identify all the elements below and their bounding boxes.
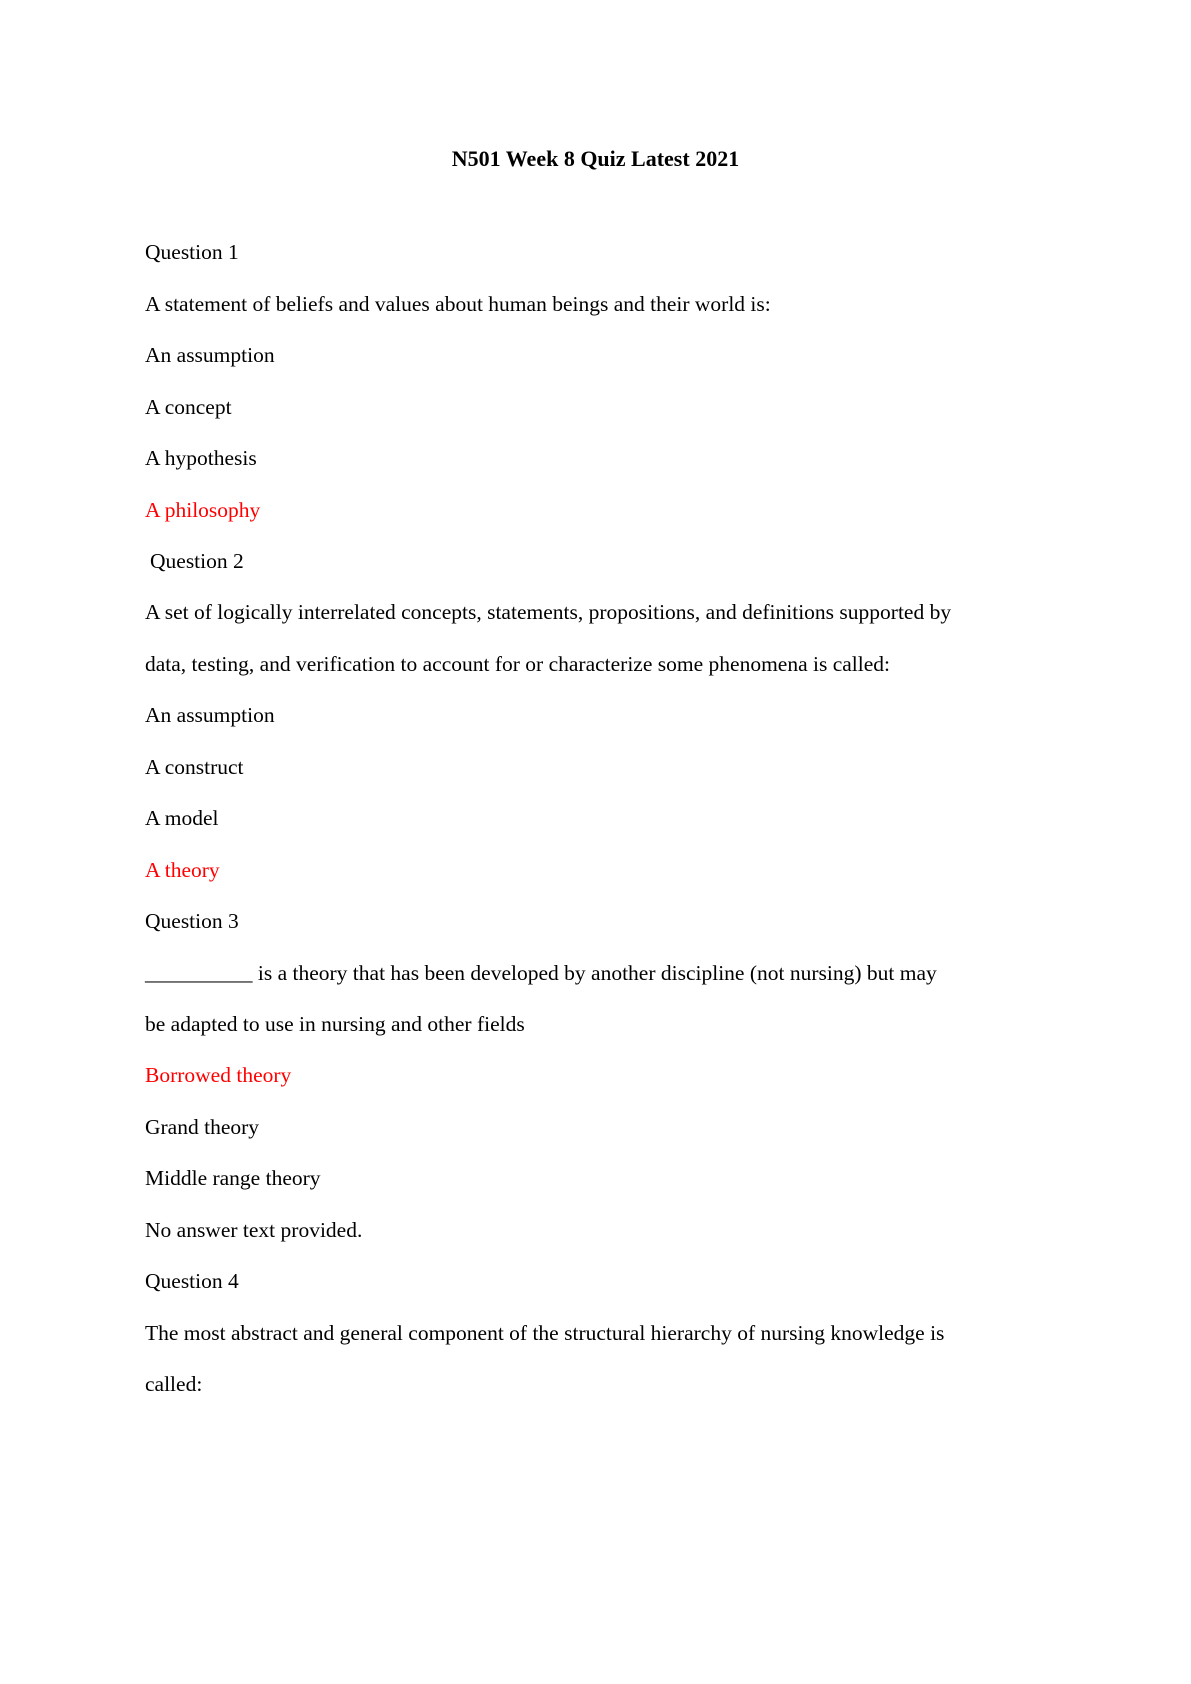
answer-option: A hypothesis: [145, 446, 257, 470]
question-prompt: The most abstract and general component of the structural hierarchy of nursing knowledge is: [145, 1321, 945, 1345]
answer-option: A concept: [145, 395, 232, 419]
correct-answer-option: A theory: [145, 858, 220, 882]
question-prompt: A set of logically interrelated concepts, statements, propositions, and definitions supported by: [145, 600, 952, 624]
answer-option: No answer text provided.: [145, 1218, 363, 1242]
question-prompt: data, testing, and verification to account for or characterize some phenomena is called:: [145, 652, 891, 676]
question-label: Question 2: [150, 549, 244, 573]
correct-answer-option: Borrowed theory: [145, 1063, 292, 1087]
answer-option: Middle range theory: [145, 1166, 321, 1190]
answer-option: An assumption: [145, 703, 275, 727]
answer-option: A construct: [145, 755, 244, 779]
question-label: Question 1: [145, 240, 239, 264]
page-title: N501 Week 8 Quiz Latest 2021: [451, 146, 740, 171]
question-prompt: called:: [145, 1372, 203, 1396]
question-prompt: __________ is a theory that has been developed by another discipline (not nursing) but may: [145, 961, 937, 985]
question-label: Question 3: [145, 909, 239, 933]
answer-option: An assumption: [145, 343, 275, 367]
question-label: Question 4: [145, 1269, 239, 1293]
question-prompt: A statement of beliefs and values about human beings and their world is:: [145, 292, 771, 316]
answer-option: Grand theory: [145, 1115, 260, 1139]
answer-option: A model: [145, 806, 219, 830]
correct-answer-option: A philosophy: [145, 498, 261, 522]
question-prompt: be adapted to use in nursing and other fields: [145, 1012, 525, 1036]
